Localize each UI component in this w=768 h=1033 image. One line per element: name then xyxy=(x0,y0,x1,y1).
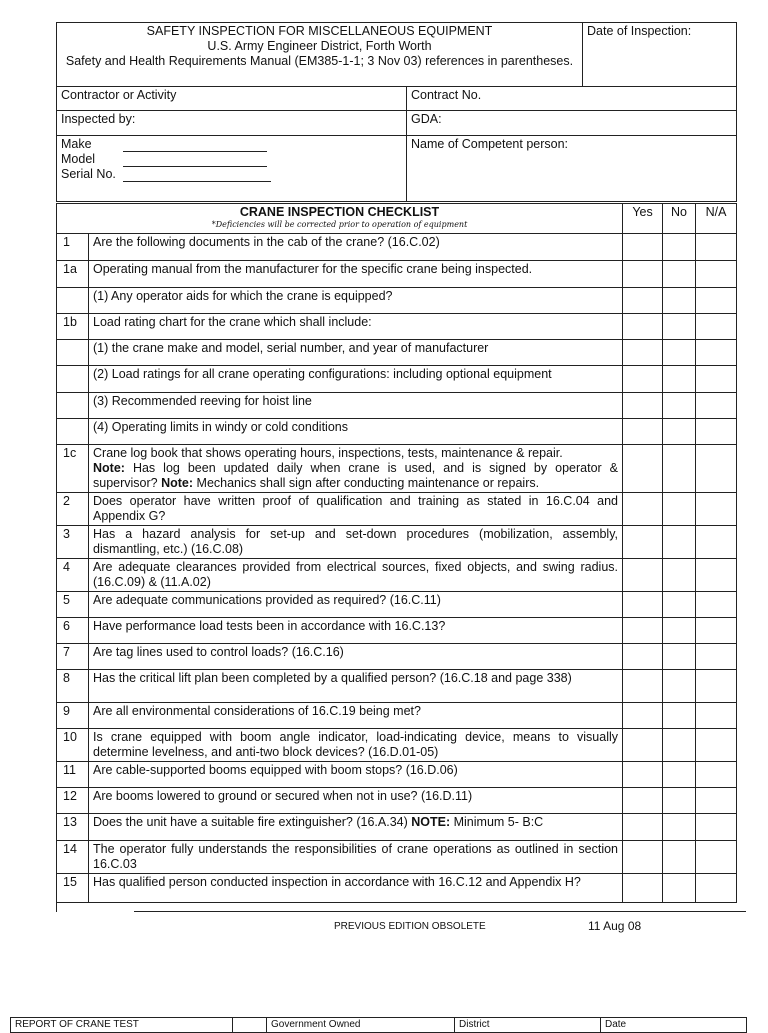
item-question: Are cable-supported booms equipped with boom stops? (16.D.06) xyxy=(93,763,458,777)
checkbox-na[interactable] xyxy=(696,729,737,762)
serial-label: Serial No. xyxy=(61,167,116,181)
checkbox-no[interactable] xyxy=(663,788,696,814)
note-text: Minimum 5- B:C xyxy=(450,815,544,829)
checkbox-yes[interactable] xyxy=(623,234,663,261)
item-number: 1b xyxy=(57,314,89,340)
checkbox-no[interactable] xyxy=(663,314,696,340)
item-question: Load rating chart for the crane which shall include: xyxy=(93,315,372,329)
contractor-label: Contractor or Activity xyxy=(61,88,177,102)
district-cell[interactable]: District xyxy=(455,1018,601,1033)
checkbox-na[interactable] xyxy=(696,874,737,903)
item-text xyxy=(89,340,623,366)
checkbox-no[interactable] xyxy=(663,703,696,729)
col-no-header: No xyxy=(663,204,696,234)
checkbox-yes[interactable] xyxy=(623,261,663,288)
item-number: 5 xyxy=(57,592,89,618)
item-number: 6 xyxy=(57,618,89,644)
item-number xyxy=(57,393,89,419)
blank-cell[interactable] xyxy=(233,1018,267,1033)
checklist-row xyxy=(57,393,737,419)
checklist-row xyxy=(57,814,737,841)
item-number: 1c xyxy=(57,445,89,493)
checkbox-yes[interactable] xyxy=(623,762,663,788)
checkbox-na[interactable] xyxy=(696,445,737,493)
checklist-title: CRANE INSPECTION CHECKLIST xyxy=(239,205,440,219)
checkbox-yes[interactable] xyxy=(623,366,663,393)
checkbox-na[interactable] xyxy=(696,703,737,729)
item-number xyxy=(57,366,89,393)
checkbox-na[interactable] xyxy=(696,234,737,261)
serial-blank[interactable] xyxy=(123,181,271,182)
item-question: (1) the crane make and model, serial number, and year of manufacturer xyxy=(93,341,489,355)
item-text xyxy=(89,788,623,814)
margin-line xyxy=(56,895,57,912)
checkbox-yes[interactable] xyxy=(623,592,663,618)
checkbox-yes[interactable] xyxy=(623,493,663,526)
checklist-heading xyxy=(57,204,623,234)
item-text xyxy=(89,493,623,526)
checkbox-yes[interactable] xyxy=(623,729,663,762)
checklist-row xyxy=(57,419,737,445)
checkbox-no[interactable] xyxy=(663,493,696,526)
checkbox-na[interactable] xyxy=(696,670,737,703)
checkbox-na[interactable] xyxy=(696,592,737,618)
item-text xyxy=(89,419,623,445)
checkbox-no[interactable] xyxy=(663,670,696,703)
item-number: 1 xyxy=(57,234,89,261)
item-number: 9 xyxy=(57,703,89,729)
gda-field[interactable] xyxy=(407,111,737,136)
note-label: NOTE: xyxy=(411,815,451,829)
item-number: 11 xyxy=(57,762,89,788)
checkbox-na[interactable] xyxy=(696,762,737,788)
item-question: (2) Load ratings for all crane operating configurations: including optional equipment xyxy=(93,367,552,381)
checkbox-na[interactable] xyxy=(696,288,737,314)
item-question: Have performance load tests been in accordance with 16.C.13? xyxy=(93,619,446,633)
date-of-inspection-field[interactable] xyxy=(583,23,737,87)
item-question: Is crane equipped with boom angle indicator, load-indicating device, means to visually determine levelness, and anti-two block devices? (16.D.01-05) xyxy=(93,730,619,759)
checkbox-yes[interactable] xyxy=(623,340,663,366)
item-question: Are the following documents in the cab of the crane? (16.C.02) xyxy=(93,235,440,249)
checkbox-na[interactable] xyxy=(696,618,737,644)
item-number xyxy=(57,288,89,314)
checkbox-na[interactable] xyxy=(696,841,737,874)
item-text xyxy=(89,592,623,618)
footer-rule xyxy=(134,911,746,912)
item-question: Does the unit have a suitable fire extinguisher? (16.A.34) xyxy=(93,815,412,829)
checkbox-na[interactable] xyxy=(696,419,737,445)
item-text xyxy=(89,762,623,788)
item-question: (4) Operating limits in windy or cold conditions xyxy=(93,420,348,434)
checkbox-na[interactable] xyxy=(696,393,737,419)
checkbox-na[interactable] xyxy=(696,314,737,340)
checklist-row xyxy=(57,288,737,314)
item-number: 8 xyxy=(57,670,89,703)
checklist-row xyxy=(57,340,737,366)
inspected-by-label: Inspected by: xyxy=(61,112,136,126)
item-number xyxy=(57,419,89,445)
checkbox-no[interactable] xyxy=(663,261,696,288)
checklist-row xyxy=(57,762,737,788)
item-text xyxy=(89,670,623,703)
item-number: 13 xyxy=(57,814,89,841)
form-title xyxy=(57,23,583,87)
report-of-crane-test-table xyxy=(10,1017,747,1033)
checklist-row xyxy=(57,234,737,261)
checkbox-yes[interactable] xyxy=(623,559,663,592)
checkbox-na[interactable] xyxy=(696,261,737,288)
item-text xyxy=(89,644,623,670)
checkbox-na[interactable] xyxy=(696,340,737,366)
item-question: Are tag lines used to control loads? (16.C.16) xyxy=(93,645,344,659)
checkbox-yes[interactable] xyxy=(623,788,663,814)
item-question: The operator fully understands the responsibilities of crane operations as outlined in section 16.C.03 xyxy=(93,842,619,871)
equipment-id-field[interactable] xyxy=(57,136,407,202)
form-title-line-2: U.S. Army Engineer District, Forth Worth xyxy=(207,39,432,53)
item-question: Are all environmental considerations of 16.C.19 being met? xyxy=(93,704,421,718)
note-text: Has log been updated daily when crane is used, and is signed by operator & supervisor? xyxy=(93,461,619,490)
form-title-line-1: SAFETY INSPECTION FOR MISCELLANEOUS EQUIPMENT xyxy=(146,24,493,38)
government-owned-cell[interactable]: Government Owned xyxy=(267,1018,455,1033)
col-yes-header: Yes xyxy=(623,204,663,234)
checkbox-na[interactable] xyxy=(696,814,737,841)
checklist-row xyxy=(57,670,737,703)
checklist-row xyxy=(57,644,737,670)
checkbox-yes[interactable] xyxy=(623,618,663,644)
checkbox-na[interactable] xyxy=(696,526,737,559)
checkbox-no[interactable] xyxy=(663,288,696,314)
checklist-row xyxy=(57,445,737,493)
competent-person-label: Name of Competent person: xyxy=(411,137,569,151)
checkbox-no[interactable] xyxy=(663,340,696,366)
checkbox-no[interactable] xyxy=(663,644,696,670)
item-text xyxy=(89,261,623,288)
checklist-row xyxy=(57,493,737,526)
item-text xyxy=(89,703,623,729)
item-text xyxy=(89,814,623,841)
checklist-row xyxy=(57,261,737,288)
report-title-cell: REPORT OF CRANE TEST xyxy=(11,1018,233,1033)
checklist-row xyxy=(57,366,737,393)
checkbox-na[interactable] xyxy=(696,493,737,526)
crane-checklist-table xyxy=(56,203,737,903)
checklist-row xyxy=(57,592,737,618)
checklist-row xyxy=(57,788,737,814)
item-text xyxy=(89,314,623,340)
checkbox-no[interactable] xyxy=(663,526,696,559)
checkbox-yes[interactable] xyxy=(623,703,663,729)
checkbox-yes[interactable] xyxy=(623,419,663,445)
checkbox-yes[interactable] xyxy=(623,526,663,559)
item-text xyxy=(89,366,623,393)
item-question: Has qualified person conducted inspection in accordance with 16.C.12 and Appendix H? xyxy=(93,875,581,889)
checkbox-no[interactable] xyxy=(663,841,696,874)
inspected-by-field[interactable] xyxy=(57,111,407,136)
checkbox-no[interactable] xyxy=(663,762,696,788)
contract-no-field[interactable] xyxy=(407,87,737,111)
checkbox-yes[interactable] xyxy=(623,445,663,493)
checkbox-yes[interactable] xyxy=(623,874,663,903)
checkbox-yes[interactable] xyxy=(623,670,663,703)
checkbox-no[interactable] xyxy=(663,419,696,445)
item-question: (1) Any operator aids for which the crane is equipped? xyxy=(93,289,393,303)
item-number: 10 xyxy=(57,729,89,762)
checklist-row xyxy=(57,618,737,644)
item-number: 2 xyxy=(57,493,89,526)
item-number: 1a xyxy=(57,261,89,288)
date-of-inspection-label: Date of Inspection: xyxy=(587,24,692,38)
make-label: Make xyxy=(61,137,92,151)
contract-no-label: Contract No. xyxy=(411,88,482,102)
item-number: 3 xyxy=(57,526,89,559)
checklist-row xyxy=(57,729,737,762)
checklist-row xyxy=(57,841,737,874)
item-text xyxy=(89,874,623,903)
note-text: Mechanics shall sign after conducting maintenance or repairs. xyxy=(193,476,540,490)
checkbox-yes[interactable] xyxy=(623,841,663,874)
item-question: (3) Recommended reeving for hoist line xyxy=(93,394,312,408)
checkbox-yes[interactable] xyxy=(623,288,663,314)
item-text xyxy=(89,445,623,493)
col-na-header: N/A xyxy=(696,204,737,234)
item-text xyxy=(89,729,623,762)
item-question: Are adequate clearances provided from electrical sources, fixed objects, and swing radius. (16.C.09) & (11.A.02) xyxy=(93,560,619,589)
revision-date: 11 Aug 08 xyxy=(588,919,642,933)
checklist-row xyxy=(57,559,737,592)
item-text xyxy=(89,234,623,261)
previous-edition-obsolete: PREVIOUS EDITION OBSOLETE xyxy=(334,921,486,932)
checkbox-na[interactable] xyxy=(696,559,737,592)
header-table xyxy=(56,22,737,202)
competent-person-field[interactable] xyxy=(407,136,737,202)
checkbox-no[interactable] xyxy=(663,559,696,592)
checkbox-no[interactable] xyxy=(663,729,696,762)
checklist-row xyxy=(57,526,737,559)
checklist-row xyxy=(57,874,737,903)
gda-label: GDA: xyxy=(411,112,442,126)
checkbox-no[interactable] xyxy=(663,234,696,261)
checkbox-no[interactable] xyxy=(663,618,696,644)
checkbox-no[interactable] xyxy=(663,592,696,618)
checkbox-na[interactable] xyxy=(696,366,737,393)
checkbox-no[interactable] xyxy=(663,445,696,493)
item-text xyxy=(89,526,623,559)
item-question: Has the critical lift plan been completed by a qualified person? (16.C.18 and page 338) xyxy=(93,671,572,685)
note-label: Note: xyxy=(93,461,125,475)
item-question: Operating manual from the manufacturer for the specific crane being inspected. xyxy=(93,262,533,276)
item-number xyxy=(57,340,89,366)
checkbox-yes[interactable] xyxy=(623,393,663,419)
checkbox-na[interactable] xyxy=(696,788,737,814)
contractor-field[interactable] xyxy=(57,87,407,111)
item-number: 7 xyxy=(57,644,89,670)
model-label: Model xyxy=(61,152,96,166)
item-text xyxy=(89,618,623,644)
item-question: Does operator have written proof of qualification and training as stated in 16.C.04 and Appendix G? xyxy=(93,494,619,523)
checkbox-na[interactable] xyxy=(696,644,737,670)
checkbox-yes[interactable] xyxy=(623,644,663,670)
item-number: 14 xyxy=(57,841,89,874)
checklist-subtitle: *Deficiencies will be corrected prior to operation of equipment xyxy=(211,220,468,229)
checkbox-no[interactable] xyxy=(663,393,696,419)
item-question: Has a hazard analysis for set-up and set-down procedures (mobilization, assembly, dismantling, etc.) (16.C.08) xyxy=(93,527,619,556)
checklist-row xyxy=(57,314,737,340)
item-text xyxy=(89,559,623,592)
item-question: Are booms lowered to ground or secured when not in use? (16.D.11) xyxy=(93,789,473,803)
item-number: 15 xyxy=(57,874,89,903)
item-question: Are adequate communications provided as required? (16.C.11) xyxy=(93,593,441,607)
item-question: Crane log book that shows operating hours, inspections, tests, maintenance & repair. xyxy=(93,446,563,460)
checkbox-no[interactable] xyxy=(663,874,696,903)
item-number: 12 xyxy=(57,788,89,814)
note-label: Note: xyxy=(161,476,194,490)
checkbox-yes[interactable] xyxy=(623,814,663,841)
checklist-row xyxy=(57,703,737,729)
checkbox-no[interactable] xyxy=(663,366,696,393)
form-title-line-3: Safety and Health Requirements Manual (EM385-1-1; 3 Nov 03) references in parentheses. xyxy=(65,54,574,68)
item-text xyxy=(89,288,623,314)
item-text xyxy=(89,841,623,874)
checkbox-yes[interactable] xyxy=(623,314,663,340)
date-cell[interactable]: Date xyxy=(601,1018,747,1033)
checkbox-no[interactable] xyxy=(663,814,696,841)
item-number: 4 xyxy=(57,559,89,592)
item-text xyxy=(89,393,623,419)
